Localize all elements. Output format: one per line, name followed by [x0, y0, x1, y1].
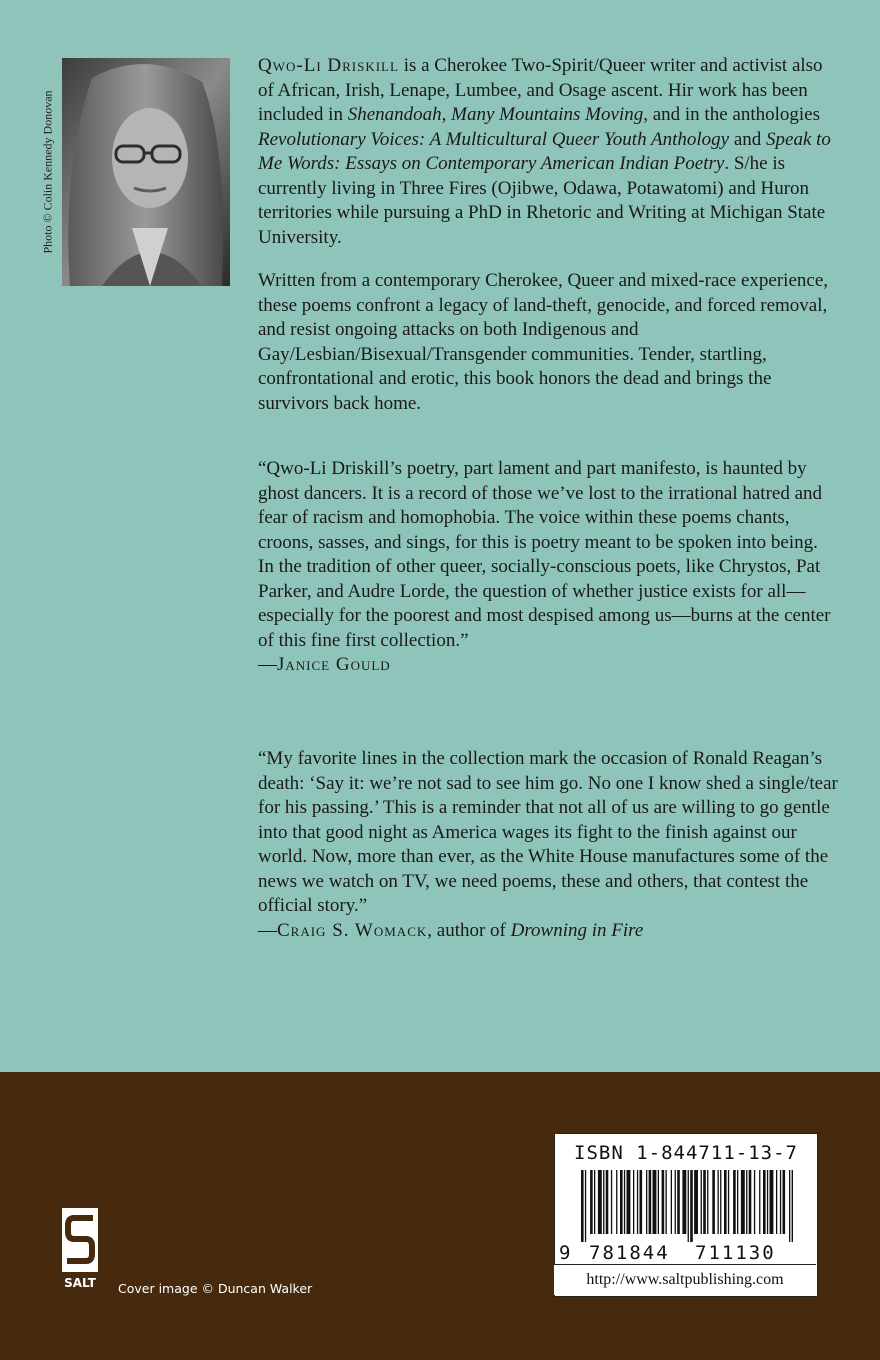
attribution-dash: — [258, 919, 277, 941]
barcode-bars [581, 1170, 793, 1242]
barcode-bar [767, 1170, 768, 1234]
barcode-bar [637, 1170, 638, 1234]
barcode-bar [718, 1170, 719, 1234]
barcode-bar [682, 1170, 686, 1234]
salt-logo-icon [60, 1208, 100, 1290]
barcode-bar [694, 1170, 698, 1234]
bio-publication: Many Mountains Moving [451, 104, 644, 125]
barcode-bar [746, 1170, 747, 1234]
author-bio [258, 54, 838, 250]
barcode-bar [620, 1170, 623, 1234]
photo-credit [40, 58, 56, 286]
barcode-bar [616, 1170, 617, 1234]
blurb-attribution [258, 919, 838, 944]
blurb-book-title: Drowning in Fire [510, 919, 644, 941]
barcode-bar [606, 1170, 609, 1234]
barcode-bar [649, 1170, 652, 1234]
barcode-bar [780, 1170, 781, 1234]
blurb-quote: “Qwo-Li Driskill’s poetry, part lament and part manifesto, is haunted by ghost dancers. It is a record of those we’ve lost to the irrational hatred and fear of racism and homophobia. The voice within these poems chants, croons, sasses, and sings, for this is poetry meant to be spoken into being. In the tradition of other queer, socially-conscious poets, like Chrystos, Pat Parker, and Audre Lorde, the question of whether justice exists for all—especially for the poorest and most despised among us—burns at the center of this fine first collection.” [258, 458, 831, 651]
barcode-bar [590, 1170, 593, 1234]
barcode-bar [770, 1170, 774, 1234]
bio-publication: Shenandoah [347, 104, 442, 125]
author-photo [62, 58, 230, 286]
author-portrait-image [62, 58, 230, 286]
photo-credit-text: Photo © Colin Kennedy Donovan [40, 90, 55, 254]
barcode-bar [671, 1170, 672, 1234]
barcode-bar [585, 1170, 586, 1242]
barcode-bar [728, 1170, 729, 1234]
barcode-bar [720, 1170, 721, 1234]
blurb-attribution [258, 653, 838, 678]
barcode-bar [653, 1170, 657, 1234]
barcode-bar [598, 1170, 602, 1234]
barcode-bar [737, 1170, 738, 1234]
barcode-bar [640, 1170, 643, 1234]
barcode-bar [733, 1170, 736, 1234]
barcode-bar [792, 1170, 793, 1242]
barcode-bar [677, 1170, 680, 1234]
barcode-bar [627, 1170, 631, 1234]
barcode-bar [776, 1170, 777, 1234]
description-paragraph: Written from a contemporary Cherokee, Queer and mixed-race experience, these poems confront a legacy of land-theft, genocide, and forced removal, and resist ongoing attacks on both Indigenous and Gay/Lesbian/Bisexual/Transgender communities. Tender, startling, confrontational and erotic, this book honors the dead and brings the survivors back home. [258, 270, 829, 414]
barcode-bar [581, 1170, 584, 1242]
attribution-dash: — [258, 654, 277, 675]
barcode-bar [658, 1170, 659, 1234]
ean-left-group: 781844 [589, 1242, 670, 1264]
barcode-bar [633, 1170, 634, 1234]
isbn-label: ISBN 1-844711-13-7 [574, 1142, 798, 1164]
book-description [258, 269, 838, 416]
bio-publication: Speak to Me Words: Essays on Contemporary American Indian Poetry [258, 128, 831, 174]
barcode-bar [594, 1170, 595, 1234]
barcode-bar [611, 1170, 612, 1234]
barcode-bar [759, 1170, 760, 1234]
barcode-bar [783, 1170, 786, 1234]
ean-first-digit: 9 [559, 1242, 571, 1264]
cover-image-credit: Cover image © Duncan Walker [118, 1281, 313, 1296]
bio-publication: Revolutionary Voices: A Multicultural Queer Youth Anthology [258, 128, 730, 150]
barcode-bar [754, 1170, 755, 1234]
barcode-bar [763, 1170, 766, 1234]
barcode-bar [624, 1170, 625, 1234]
barcode-bar [662, 1170, 665, 1234]
attribution-suffix: , author of [427, 919, 511, 941]
barcode-bar [789, 1170, 790, 1242]
author-name: Qwo-Li Driskill [258, 55, 399, 76]
ean-right-group: 711130 [695, 1242, 776, 1264]
barcode-bar [666, 1170, 667, 1234]
blurb-quote: “My favorite lines in the collection mark the occasion of Ronald Reagan’s death: ‘Say it: we’re not sad to see him go. No one I know shed a single/tear for his passing.’ This is a reminder that not all of us are willing to go gentle into that good night as America wages its fight to the finish against our world. Now, more than ever, as the White House manufactures some of the news we watch on TV, we need poems, these and others, that contest the official story.” [258, 748, 838, 916]
barcode-bar [646, 1170, 647, 1234]
bio-text-3: and [729, 128, 767, 150]
blurb-author: Craig S. Womack [277, 919, 428, 941]
bio-text-1: is a Cherokee Two-Spirit/Queer writer and activist also of African, Irish, Lenape, Lumbee, and Osage ascent. Hir work has been included in [258, 55, 823, 125]
salt-logo [60, 1208, 100, 1290]
barcode-bar [703, 1170, 706, 1234]
barcode-bar [675, 1170, 676, 1234]
blurb-author: Janice Gould [277, 654, 391, 675]
barcode-bar [749, 1170, 752, 1234]
barcode-bar [701, 1170, 702, 1234]
publisher-url: http://www.saltpublishing.com [554, 1264, 816, 1295]
blurb-womack [258, 747, 838, 943]
bio-text-2: , and in the anthologies [643, 104, 820, 125]
barcode-bar [707, 1170, 708, 1234]
logo-text: SALT [64, 1276, 96, 1290]
barcode-bar [712, 1170, 715, 1234]
barcode-bar [741, 1170, 745, 1234]
barcode-bar [724, 1170, 727, 1234]
barcode-bar [603, 1170, 604, 1234]
author-bio-paragraph [258, 54, 838, 250]
barcode-bar [690, 1170, 693, 1242]
bio-separator: , [441, 104, 452, 125]
blurb-gould [258, 457, 838, 678]
bio-text-4: . S/he is currently living in Three Fires (Ojibwe, Odawa, Potawatomi) and Huron territories while pursuing a PhD in Rhetoric and Writing at Michigan State University. [258, 153, 826, 248]
barcode-bar [688, 1170, 689, 1242]
